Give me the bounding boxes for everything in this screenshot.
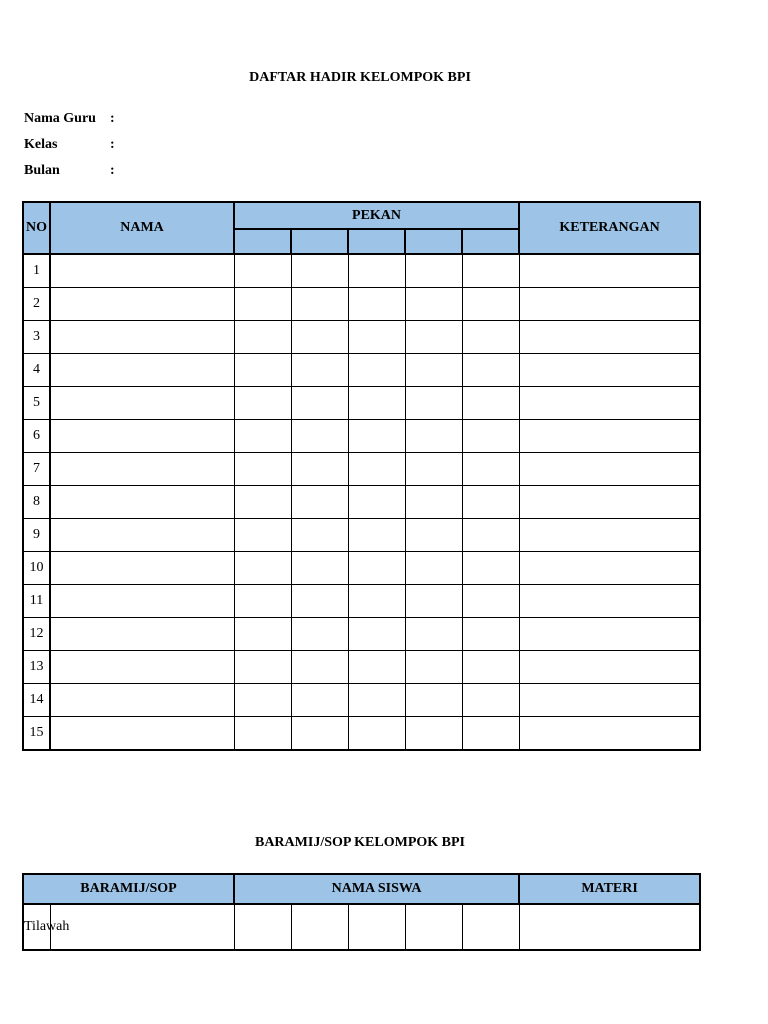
pekan-1-cell[interactable]: [234, 618, 291, 651]
pekan-5-cell[interactable]: [462, 651, 519, 684]
table-row: [23, 552, 700, 585]
nama-cell[interactable]: [50, 519, 234, 552]
info-nama-guru: [24, 111, 115, 127]
attendance-table: [22, 201, 701, 751]
header-materi: MATERI: [519, 874, 700, 904]
pekan-2-cell[interactable]: [291, 552, 348, 585]
row-number: 6: [23, 420, 50, 453]
pekan-4-cell[interactable]: [405, 288, 462, 321]
nama-cell[interactable]: [50, 651, 234, 684]
pekan-3-cell[interactable]: [348, 585, 405, 618]
keterangan-cell[interactable]: [519, 651, 700, 684]
header-pekan-3: [348, 229, 405, 254]
row-number: 10: [23, 552, 50, 585]
pekan-4-cell[interactable]: [405, 618, 462, 651]
keterangan-cell[interactable]: [519, 684, 700, 717]
pekan-3-cell[interactable]: [348, 254, 405, 288]
pekan-1-cell[interactable]: [234, 486, 291, 519]
table-row: [23, 453, 700, 486]
pekan-1-cell[interactable]: [234, 552, 291, 585]
bulan-label: Bulan: [24, 163, 60, 178]
header-nama-siswa: NAMA SISWA: [234, 874, 519, 904]
pekan-2-cell[interactable]: [291, 486, 348, 519]
pekan-4-cell[interactable]: [405, 321, 462, 354]
row-number: 5: [23, 387, 50, 420]
header-pekan-1: [234, 229, 291, 254]
header-keterangan: KETERANGAN: [519, 202, 700, 254]
pekan-2-cell[interactable]: [291, 684, 348, 717]
nama-siswa-4-cell[interactable]: [405, 904, 462, 950]
pekan-3-cell[interactable]: [348, 387, 405, 420]
nama-cell[interactable]: [50, 354, 234, 387]
row-number: 3: [23, 321, 50, 354]
baramij-label: Tilawah: [23, 904, 50, 950]
pekan-4-cell[interactable]: [405, 552, 462, 585]
pekan-2-cell[interactable]: [291, 618, 348, 651]
materi-cell[interactable]: [519, 904, 700, 950]
row-number: 2: [23, 288, 50, 321]
pekan-3-cell[interactable]: [348, 420, 405, 453]
baramij-table: [22, 873, 701, 951]
pekan-5-cell[interactable]: [462, 552, 519, 585]
table-row: [23, 585, 700, 618]
pekan-3-cell[interactable]: [348, 618, 405, 651]
pekan-5-cell[interactable]: [462, 387, 519, 420]
pekan-5-cell[interactable]: [462, 288, 519, 321]
pekan-2-cell[interactable]: [291, 453, 348, 486]
nama-cell[interactable]: [50, 618, 234, 651]
header-pekan-2: [291, 229, 348, 254]
keterangan-cell[interactable]: [519, 618, 700, 651]
pekan-5-cell[interactable]: [462, 453, 519, 486]
bulan-colon: :: [110, 163, 115, 178]
nama-cell[interactable]: [50, 387, 234, 420]
pekan-4-cell[interactable]: [405, 651, 462, 684]
pekan-4-cell[interactable]: [405, 254, 462, 288]
baramij-detail-cell[interactable]: [50, 904, 234, 950]
info-kelas: [24, 137, 115, 153]
keterangan-cell[interactable]: [519, 387, 700, 420]
table-row: [23, 684, 700, 717]
pekan-2-cell[interactable]: [291, 651, 348, 684]
pekan-5-cell[interactable]: [462, 354, 519, 387]
pekan-1-cell[interactable]: [234, 387, 291, 420]
pekan-4-cell[interactable]: [405, 453, 462, 486]
pekan-1-cell[interactable]: [234, 519, 291, 552]
keterangan-cell[interactable]: [519, 420, 700, 453]
row-number: 1: [23, 254, 50, 288]
pekan-1-cell[interactable]: [234, 453, 291, 486]
info-bulan: [24, 163, 115, 179]
pekan-3-cell[interactable]: [348, 717, 405, 751]
nama-cell[interactable]: [50, 453, 234, 486]
nama-cell[interactable]: [50, 321, 234, 354]
pekan-5-cell[interactable]: [462, 618, 519, 651]
keterangan-cell[interactable]: [519, 354, 700, 387]
pekan-4-cell[interactable]: [405, 420, 462, 453]
keterangan-cell[interactable]: [519, 585, 700, 618]
pekan-2-cell[interactable]: [291, 717, 348, 751]
nama-siswa-2-cell[interactable]: [291, 904, 348, 950]
pekan-1-cell[interactable]: [234, 354, 291, 387]
pekan-1-cell[interactable]: [234, 288, 291, 321]
table-row: [23, 288, 700, 321]
row-number: 15: [23, 717, 50, 751]
pekan-5-cell[interactable]: [462, 321, 519, 354]
nama-guru-colon: :: [110, 111, 115, 126]
table-row: [23, 519, 700, 552]
document-title: DAFTAR HADIR KELOMPOK BPI: [249, 70, 471, 85]
header-pekan: PEKAN: [234, 202, 519, 229]
table-row: [23, 387, 700, 420]
keterangan-cell[interactable]: [519, 321, 700, 354]
nama-cell[interactable]: [50, 486, 234, 519]
table-row: [23, 321, 700, 354]
pekan-3-cell[interactable]: [348, 519, 405, 552]
row-number: 14: [23, 684, 50, 717]
header-pekan-5: [462, 229, 519, 254]
pekan-5-cell[interactable]: [462, 717, 519, 751]
pekan-3-cell[interactable]: [348, 651, 405, 684]
keterangan-cell[interactable]: [519, 254, 700, 288]
nama-cell[interactable]: [50, 684, 234, 717]
pekan-2-cell[interactable]: [291, 420, 348, 453]
header-pekan-4: [405, 229, 462, 254]
pekan-2-cell[interactable]: [291, 321, 348, 354]
table-row: [23, 254, 700, 288]
pekan-2-cell[interactable]: [291, 387, 348, 420]
pekan-2-cell[interactable]: [291, 288, 348, 321]
keterangan-cell[interactable]: [519, 519, 700, 552]
table-row: [23, 618, 700, 651]
header-baramij: BARAMIJ/SOP: [23, 874, 234, 904]
pekan-4-cell[interactable]: [405, 387, 462, 420]
nama-cell[interactable]: [50, 288, 234, 321]
pekan-2-cell[interactable]: [291, 354, 348, 387]
table-row: [23, 486, 700, 519]
nama-cell[interactable]: [50, 254, 234, 288]
pekan-2-cell[interactable]: [291, 585, 348, 618]
nama-cell[interactable]: [50, 420, 234, 453]
keterangan-cell[interactable]: [519, 486, 700, 519]
pekan-5-cell[interactable]: [462, 486, 519, 519]
row-number: 8: [23, 486, 50, 519]
table-row: [23, 651, 700, 684]
nama-guru-label: Nama Guru: [24, 111, 96, 126]
pekan-5-cell[interactable]: [462, 254, 519, 288]
pekan-2-cell[interactable]: [291, 254, 348, 288]
pekan-1-cell[interactable]: [234, 651, 291, 684]
row-number: 11: [23, 585, 50, 618]
pekan-3-cell[interactable]: [348, 486, 405, 519]
pekan-3-cell[interactable]: [348, 321, 405, 354]
pekan-1-cell[interactable]: [234, 585, 291, 618]
nama-cell[interactable]: [50, 552, 234, 585]
nama-siswa-5-cell[interactable]: [462, 904, 519, 950]
pekan-1-cell[interactable]: [234, 684, 291, 717]
pekan-3-cell[interactable]: [348, 453, 405, 486]
keterangan-cell[interactable]: [519, 288, 700, 321]
header-no: NO: [23, 202, 50, 254]
pekan-3-cell[interactable]: [348, 552, 405, 585]
kelas-colon: :: [110, 137, 115, 152]
pekan-4-cell[interactable]: [405, 486, 462, 519]
nama-cell[interactable]: [50, 585, 234, 618]
nama-siswa-1-cell[interactable]: [234, 904, 291, 950]
keterangan-cell[interactable]: [519, 717, 700, 751]
baramij-title: BARAMIJ/SOP KELOMPOK BPI: [254, 835, 465, 850]
pekan-3-cell[interactable]: [348, 288, 405, 321]
pekan-4-cell[interactable]: [405, 717, 462, 751]
pekan-5-cell[interactable]: [462, 684, 519, 717]
pekan-4-cell[interactable]: [405, 354, 462, 387]
pekan-4-cell[interactable]: [405, 585, 462, 618]
pekan-5-cell[interactable]: [462, 420, 519, 453]
pekan-5-cell[interactable]: [462, 519, 519, 552]
table-row: [23, 420, 700, 453]
pekan-3-cell[interactable]: [348, 354, 405, 387]
pekan-3-cell[interactable]: [348, 684, 405, 717]
pekan-4-cell[interactable]: [405, 684, 462, 717]
nama-cell[interactable]: [50, 717, 234, 751]
kelas-label: Kelas: [24, 137, 58, 152]
row-number: 9: [23, 519, 50, 552]
row-number: 4: [23, 354, 50, 387]
pekan-1-cell[interactable]: [234, 717, 291, 751]
pekan-1-cell[interactable]: [234, 420, 291, 453]
row-number: 13: [23, 651, 50, 684]
table-row: [23, 717, 700, 751]
table-row: [23, 354, 700, 387]
keterangan-cell[interactable]: [519, 453, 700, 486]
baramij-row: [23, 904, 700, 950]
pekan-5-cell[interactable]: [462, 585, 519, 618]
row-number: 7: [23, 453, 50, 486]
pekan-1-cell[interactable]: [234, 321, 291, 354]
pekan-4-cell[interactable]: [405, 519, 462, 552]
header-nama: NAMA: [50, 202, 234, 254]
keterangan-cell[interactable]: [519, 552, 700, 585]
row-number: 12: [23, 618, 50, 651]
pekan-2-cell[interactable]: [291, 519, 348, 552]
nama-siswa-3-cell[interactable]: [348, 904, 405, 950]
pekan-1-cell[interactable]: [234, 254, 291, 288]
